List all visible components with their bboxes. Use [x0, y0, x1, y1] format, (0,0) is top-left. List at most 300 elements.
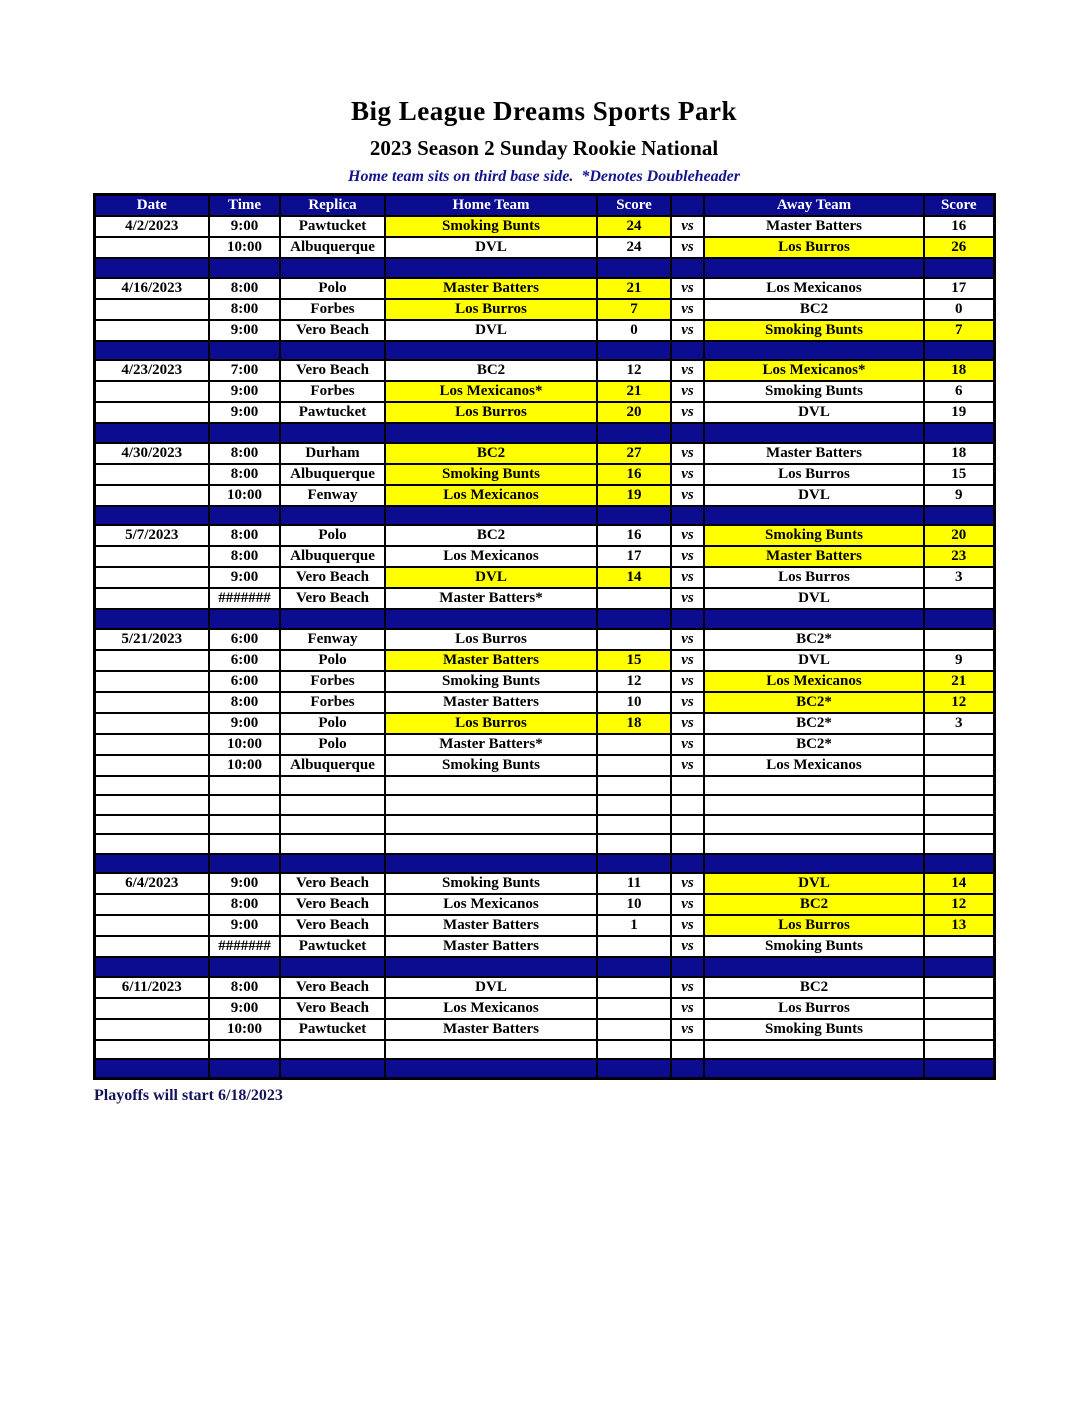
- cell-time: #######: [209, 936, 280, 957]
- cell-replica: Vero Beach: [280, 873, 385, 894]
- cell-blank: [704, 1040, 924, 1060]
- cell-vs: vs: [671, 650, 704, 671]
- game-row: [94, 671, 994, 692]
- cell-home-team: DVL: [385, 977, 597, 998]
- cell-time: 10:00: [209, 485, 280, 506]
- table-body: [94, 216, 994, 1079]
- cell-blank: [671, 776, 704, 796]
- game-row: [94, 713, 994, 734]
- cell-away-team: DVL: [704, 485, 924, 506]
- cell-blank: [94, 1059, 209, 1079]
- cell-away-team: Los Burros: [704, 567, 924, 588]
- cell-away-score: 12: [924, 894, 994, 915]
- cell-blank: [924, 1059, 994, 1079]
- cell-date: 6/11/2023: [94, 977, 209, 998]
- cell-blank: [94, 341, 209, 361]
- cell-blank: [671, 609, 704, 629]
- cell-blank: [671, 957, 704, 977]
- cell-replica: Pawtucket: [280, 216, 385, 237]
- game-row: [94, 216, 994, 237]
- cell-date: [94, 650, 209, 671]
- separator-row: [94, 957, 994, 977]
- cell-date: 4/16/2023: [94, 278, 209, 299]
- cell-blank: [924, 834, 994, 854]
- cell-away-team: BC2: [704, 894, 924, 915]
- cell-away-team: Los Mexicanos*: [704, 360, 924, 381]
- cell-vs: vs: [671, 915, 704, 936]
- cell-time: 9:00: [209, 915, 280, 936]
- cell-away-team: Master Batters: [704, 546, 924, 567]
- separator-row: [94, 423, 994, 443]
- cell-home-team: BC2: [385, 525, 597, 546]
- cell-blank: [94, 1040, 209, 1060]
- cell-blank: [704, 423, 924, 443]
- cell-date: [94, 485, 209, 506]
- cell-time: 6:00: [209, 629, 280, 650]
- cell-away-team: Los Mexicanos: [704, 755, 924, 776]
- cell-away-score: 0: [924, 299, 994, 320]
- cell-home-team: Smoking Bunts: [385, 216, 597, 237]
- cell-blank: [671, 1059, 704, 1079]
- cell-blank: [924, 609, 994, 629]
- cell-time: 9:00: [209, 873, 280, 894]
- cell-date: [94, 915, 209, 936]
- column-header-away-score: Score: [924, 195, 994, 217]
- cell-away-score: 15: [924, 464, 994, 485]
- cell-time: 9:00: [209, 381, 280, 402]
- cell-blank: [209, 423, 280, 443]
- cell-away-team: Los Burros: [704, 464, 924, 485]
- cell-blank: [94, 795, 209, 815]
- cell-blank: [671, 341, 704, 361]
- cell-vs: vs: [671, 546, 704, 567]
- cell-away-score: 18: [924, 443, 994, 464]
- cell-time: 8:00: [209, 525, 280, 546]
- empty-row: [94, 834, 994, 854]
- title-block: [0, 0, 1088, 186]
- game-row: [94, 278, 994, 299]
- cell-replica: Albuquerque: [280, 546, 385, 567]
- cell-blank: [597, 341, 671, 361]
- game-row: [94, 650, 994, 671]
- cell-vs: vs: [671, 873, 704, 894]
- cell-vs: vs: [671, 713, 704, 734]
- cell-replica: Polo: [280, 734, 385, 755]
- cell-home-team: Master Batters: [385, 278, 597, 299]
- cell-time: 9:00: [209, 402, 280, 423]
- cell-vs: vs: [671, 360, 704, 381]
- cell-away-score: 3: [924, 567, 994, 588]
- cell-blank: [209, 776, 280, 796]
- cell-time: 8:00: [209, 278, 280, 299]
- cell-blank: [597, 957, 671, 977]
- cell-time: 9:00: [209, 216, 280, 237]
- cell-blank: [924, 854, 994, 874]
- cell-blank: [280, 795, 385, 815]
- cell-away-score: [924, 998, 994, 1019]
- cell-date: [94, 998, 209, 1019]
- cell-blank: [385, 506, 597, 526]
- cell-time: 7:00: [209, 360, 280, 381]
- game-row: [94, 402, 994, 423]
- cell-away-score: 17: [924, 278, 994, 299]
- cell-blank: [209, 1040, 280, 1060]
- cell-blank: [704, 834, 924, 854]
- cell-blank: [597, 795, 671, 815]
- cell-blank: [704, 341, 924, 361]
- cell-home-team: BC2: [385, 443, 597, 464]
- cell-away-score: 7: [924, 320, 994, 341]
- cell-vs: vs: [671, 381, 704, 402]
- cell-home-team: Master Batters*: [385, 588, 597, 609]
- cell-blank: [209, 815, 280, 835]
- cell-home-score: [597, 734, 671, 755]
- cell-blank: [597, 506, 671, 526]
- cell-vs: vs: [671, 299, 704, 320]
- cell-home-score: 1: [597, 915, 671, 936]
- cell-home-score: 21: [597, 278, 671, 299]
- playoffs-note: Playoffs will start 6/18/2023: [94, 1087, 283, 1104]
- cell-blank: [924, 795, 994, 815]
- cell-blank: [597, 1040, 671, 1060]
- cell-away-score: 14: [924, 873, 994, 894]
- cell-vs: vs: [671, 237, 704, 258]
- cell-away-team: BC2*: [704, 692, 924, 713]
- game-row: [94, 998, 994, 1019]
- cell-home-score: 12: [597, 360, 671, 381]
- cell-replica: Polo: [280, 278, 385, 299]
- cell-blank: [597, 1059, 671, 1079]
- cell-home-score: 7: [597, 299, 671, 320]
- cell-time: 9:00: [209, 998, 280, 1019]
- cell-away-score: [924, 1019, 994, 1040]
- cell-blank: [94, 506, 209, 526]
- cell-replica: Pawtucket: [280, 1019, 385, 1040]
- cell-home-team: Los Burros: [385, 299, 597, 320]
- cell-home-team: BC2: [385, 360, 597, 381]
- cell-blank: [94, 854, 209, 874]
- cell-blank: [597, 776, 671, 796]
- cell-time: 10:00: [209, 734, 280, 755]
- cell-replica: Vero Beach: [280, 320, 385, 341]
- cell-blank: [385, 609, 597, 629]
- cell-vs: vs: [671, 402, 704, 423]
- cell-blank: [704, 795, 924, 815]
- cell-blank: [280, 815, 385, 835]
- cell-home-team: Smoking Bunts: [385, 755, 597, 776]
- game-row: [94, 894, 994, 915]
- column-header-home-score: Score: [597, 195, 671, 217]
- cell-home-team: Master Batters: [385, 936, 597, 957]
- separator-row: [94, 506, 994, 526]
- cell-home-team: Master Batters: [385, 915, 597, 936]
- cell-time: 9:00: [209, 713, 280, 734]
- cell-home-team: Los Mexicanos*: [385, 381, 597, 402]
- cell-blank: [280, 1059, 385, 1079]
- cell-date: [94, 936, 209, 957]
- cell-home-team: Los Mexicanos: [385, 998, 597, 1019]
- schedule-table: [93, 193, 996, 1080]
- cell-time: 8:00: [209, 464, 280, 485]
- cell-blank: [385, 1059, 597, 1079]
- cell-blank: [385, 423, 597, 443]
- cell-home-score: 24: [597, 237, 671, 258]
- cell-home-team: Master Batters: [385, 692, 597, 713]
- cell-date: [94, 464, 209, 485]
- cell-blank: [209, 609, 280, 629]
- game-row: [94, 734, 994, 755]
- cell-blank: [671, 834, 704, 854]
- cell-home-team: Master Batters*: [385, 734, 597, 755]
- cell-blank: [385, 815, 597, 835]
- cell-blank: [671, 423, 704, 443]
- cell-away-score: [924, 755, 994, 776]
- cell-blank: [94, 776, 209, 796]
- cell-home-score: 10: [597, 894, 671, 915]
- cell-blank: [385, 258, 597, 278]
- game-row: [94, 320, 994, 341]
- cell-blank: [597, 854, 671, 874]
- cell-home-score: 24: [597, 216, 671, 237]
- cell-away-team: BC2*: [704, 734, 924, 755]
- cell-home-team: DVL: [385, 237, 597, 258]
- game-row: [94, 443, 994, 464]
- cell-away-score: [924, 936, 994, 957]
- cell-away-score: 21: [924, 671, 994, 692]
- cell-time: 10:00: [209, 237, 280, 258]
- cell-blank: [280, 341, 385, 361]
- cell-home-score: 21: [597, 381, 671, 402]
- cell-blank: [280, 854, 385, 874]
- cell-away-score: 19: [924, 402, 994, 423]
- cell-home-score: [597, 998, 671, 1019]
- cell-replica: Forbes: [280, 381, 385, 402]
- cell-blank: [209, 258, 280, 278]
- cell-time: 6:00: [209, 650, 280, 671]
- cell-replica: Polo: [280, 525, 385, 546]
- cell-blank: [704, 957, 924, 977]
- cell-away-team: Los Mexicanos: [704, 278, 924, 299]
- cell-home-score: 12: [597, 671, 671, 692]
- separator-row: [94, 854, 994, 874]
- cell-home-team: Smoking Bunts: [385, 873, 597, 894]
- cell-home-score: [597, 1019, 671, 1040]
- cell-away-score: 3: [924, 713, 994, 734]
- empty-row: [94, 776, 994, 796]
- cell-blank: [924, 1040, 994, 1060]
- cell-home-score: 16: [597, 464, 671, 485]
- game-row: [94, 588, 994, 609]
- cell-date: [94, 567, 209, 588]
- cell-home-score: 14: [597, 567, 671, 588]
- game-row: [94, 485, 994, 506]
- cell-home-score: [597, 977, 671, 998]
- cell-vs: vs: [671, 671, 704, 692]
- cell-date: [94, 692, 209, 713]
- column-header-date: Date: [94, 195, 209, 217]
- cell-blank: [209, 854, 280, 874]
- footer-block: [94, 1087, 994, 1105]
- cell-date: 4/23/2023: [94, 360, 209, 381]
- cell-vs: vs: [671, 278, 704, 299]
- table-header: [94, 195, 994, 217]
- cell-away-team: DVL: [704, 402, 924, 423]
- cell-away-score: [924, 588, 994, 609]
- game-row: [94, 936, 994, 957]
- cell-blank: [280, 957, 385, 977]
- empty-row: [94, 795, 994, 815]
- cell-home-team: Los Mexicanos: [385, 894, 597, 915]
- game-row: [94, 237, 994, 258]
- cell-time: 8:00: [209, 977, 280, 998]
- cell-time: 10:00: [209, 755, 280, 776]
- column-header-replica: Replica: [280, 195, 385, 217]
- cell-blank: [924, 815, 994, 835]
- cell-vs: vs: [671, 320, 704, 341]
- cell-date: [94, 237, 209, 258]
- game-row: [94, 755, 994, 776]
- cell-vs: vs: [671, 485, 704, 506]
- cell-replica: Pawtucket: [280, 936, 385, 957]
- cell-replica: Vero Beach: [280, 360, 385, 381]
- cell-replica: Albuquerque: [280, 237, 385, 258]
- cell-blank: [94, 834, 209, 854]
- cell-blank: [597, 815, 671, 835]
- cell-home-team: Los Mexicanos: [385, 546, 597, 567]
- cell-blank: [704, 776, 924, 796]
- separator-row: [94, 609, 994, 629]
- cell-away-score: [924, 629, 994, 650]
- page-title: Big League Dreams Sports Park: [351, 96, 737, 126]
- cell-blank: [209, 341, 280, 361]
- cell-date: [94, 1019, 209, 1040]
- cell-away-score: 9: [924, 650, 994, 671]
- game-row: [94, 629, 994, 650]
- cell-vs: vs: [671, 464, 704, 485]
- cell-date: [94, 381, 209, 402]
- cell-blank: [280, 506, 385, 526]
- cell-blank: [671, 1040, 704, 1060]
- cell-away-team: BC2*: [704, 713, 924, 734]
- cell-date: 4/2/2023: [94, 216, 209, 237]
- cell-home-score: 17: [597, 546, 671, 567]
- cell-replica: Vero Beach: [280, 915, 385, 936]
- cell-blank: [94, 423, 209, 443]
- cell-home-score: 16: [597, 525, 671, 546]
- cell-away-score: [924, 977, 994, 998]
- cell-blank: [209, 795, 280, 815]
- cell-blank: [671, 815, 704, 835]
- empty-row: [94, 815, 994, 835]
- cell-replica: Vero Beach: [280, 998, 385, 1019]
- cell-blank: [280, 609, 385, 629]
- cell-replica: Vero Beach: [280, 977, 385, 998]
- column-header-vs: [671, 195, 704, 217]
- cell-home-team: Smoking Bunts: [385, 464, 597, 485]
- cell-replica: Albuquerque: [280, 755, 385, 776]
- cell-time: 8:00: [209, 894, 280, 915]
- cell-away-team: Master Batters: [704, 443, 924, 464]
- cell-date: 5/21/2023: [94, 629, 209, 650]
- cell-blank: [704, 815, 924, 835]
- cell-blank: [385, 957, 597, 977]
- game-row: [94, 381, 994, 402]
- cell-vs: vs: [671, 977, 704, 998]
- cell-home-team: Los Burros: [385, 713, 597, 734]
- cell-date: [94, 299, 209, 320]
- cell-blank: [94, 258, 209, 278]
- cell-blank: [924, 423, 994, 443]
- cell-blank: [209, 957, 280, 977]
- cell-vs: vs: [671, 755, 704, 776]
- cell-time: 6:00: [209, 671, 280, 692]
- cell-home-team: Los Burros: [385, 629, 597, 650]
- game-row: [94, 692, 994, 713]
- cell-blank: [597, 834, 671, 854]
- cell-date: [94, 588, 209, 609]
- cell-replica: Vero Beach: [280, 894, 385, 915]
- cell-blank: [704, 1059, 924, 1079]
- empty-row: [94, 1040, 994, 1060]
- cell-date: 4/30/2023: [94, 443, 209, 464]
- separator-row: [94, 1059, 994, 1079]
- cell-away-score: 13: [924, 915, 994, 936]
- cell-replica: Forbes: [280, 692, 385, 713]
- cell-home-score: 11: [597, 873, 671, 894]
- cell-vs: vs: [671, 629, 704, 650]
- cell-time: 8:00: [209, 443, 280, 464]
- cell-replica: Albuquerque: [280, 464, 385, 485]
- cell-blank: [671, 854, 704, 874]
- cell-away-team: Los Burros: [704, 915, 924, 936]
- cell-home-score: 20: [597, 402, 671, 423]
- cell-home-score: [597, 936, 671, 957]
- cell-blank: [94, 815, 209, 835]
- game-row: [94, 464, 994, 485]
- cell-blank: [280, 1040, 385, 1060]
- cell-time: 8:00: [209, 546, 280, 567]
- cell-blank: [209, 506, 280, 526]
- cell-away-team: BC2*: [704, 629, 924, 650]
- cell-blank: [209, 834, 280, 854]
- cell-time: 9:00: [209, 320, 280, 341]
- cell-blank: [924, 341, 994, 361]
- cell-home-score: [597, 755, 671, 776]
- cell-blank: [671, 258, 704, 278]
- cell-time: #######: [209, 588, 280, 609]
- cell-home-team: Master Batters: [385, 1019, 597, 1040]
- cell-blank: [280, 423, 385, 443]
- cell-away-score: 12: [924, 692, 994, 713]
- cell-replica: Polo: [280, 650, 385, 671]
- cell-away-team: BC2: [704, 977, 924, 998]
- cell-away-team: Smoking Bunts: [704, 381, 924, 402]
- column-header-away-team: Away Team: [704, 195, 924, 217]
- cell-date: [94, 546, 209, 567]
- cell-home-score: [597, 629, 671, 650]
- cell-vs: vs: [671, 525, 704, 546]
- cell-blank: [704, 506, 924, 526]
- cell-blank: [385, 341, 597, 361]
- cell-blank: [924, 776, 994, 796]
- cell-away-team: DVL: [704, 873, 924, 894]
- cell-away-score: 6: [924, 381, 994, 402]
- page-subtitle: 2023 Season 2 Sunday Rookie National: [369, 136, 719, 160]
- cell-away-team: Smoking Bunts: [704, 525, 924, 546]
- game-row: [94, 977, 994, 998]
- cell-home-score: 18: [597, 713, 671, 734]
- cell-blank: [280, 834, 385, 854]
